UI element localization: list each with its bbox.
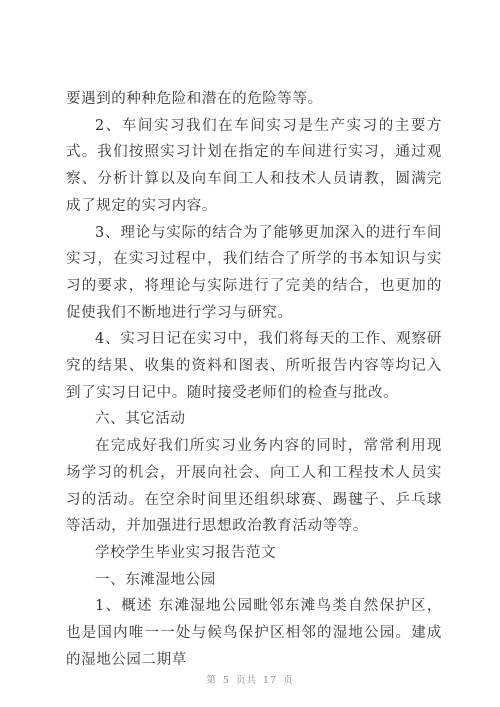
page-footer [0,672,500,686]
current-page-number: 5 [222,675,230,686]
paragraph-continuation: 要遇到的种种危险和潜在的危险等等。 [66,91,323,107]
body-text [66,86,442,673]
paragraph-activities: 在完成好我们所实习业务内容的同时，常常利用现场学习的机会，开展向社会、向工人和工程技术人员实习的活动。在空余时间里还组织球赛、踢毽子、乒乓球等活动，并加强进行思想政治教育活动等等。 [66,438,442,535]
report-sample-title: 学校学生毕业实习报告范文 [95,544,277,561]
paragraph-overview: 1、概述 东滩湿地公园毗邻东滩鸟类自然保护区，也是国内唯一一处与候鸟保护区相邻的湿地公园。建成的湿地公园二期草 [66,598,442,668]
total-page-count: 17 [263,675,278,686]
section-heading-wetland-park: 一、东滩湿地公园 [95,571,216,588]
paragraph-theory-practice: 3、理论与实际的结合为了能够更加深入的进行车间实习，在实习过程中，我们结合了所学的书本知识与实习的要求，将理论与实际进行了完美的结合，也更加的促使我们不断地进行学习与研究。 [66,224,442,321]
footer-middle: 页共 [235,675,257,686]
footer-prefix: 第 [206,675,217,686]
paragraph-workshop-practice: 2、车间实习我们在车间实习是生产实习的主要方式。我们按照实习计划在指定的车间进行实习，通过观察、分析计算以及向车间工人和技术人员请教，圆满完成了规定的实习内容。 [66,117,442,214]
footer-suffix: 页 [283,675,294,686]
section-heading-other-activities: 六、其它活动 [95,411,186,428]
paragraph-practice-diary: 4、实习日记在实习中，我们将每天的工作、观察研究的结果、收集的资料和图表、所听报告内容等均记入到了实习日记中。随时接受老师们的检查与批改。 [66,331,442,401]
